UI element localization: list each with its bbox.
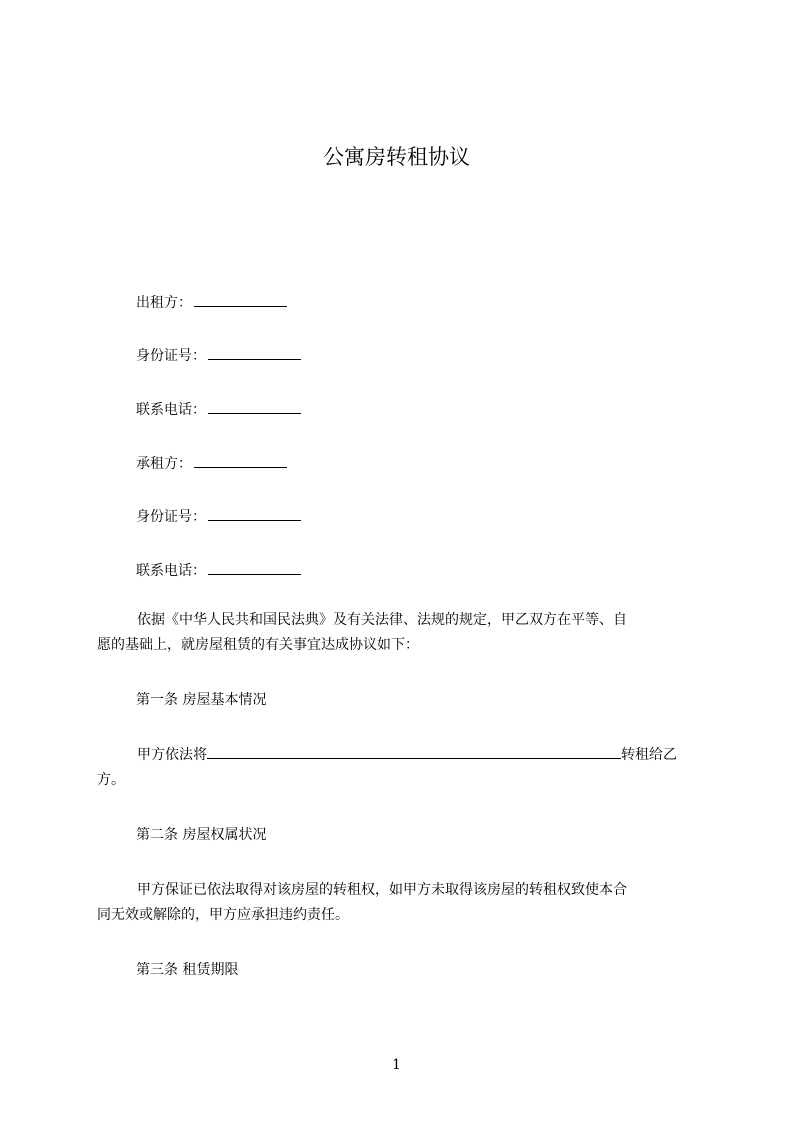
- lessee-phone-label: 联系电话：: [136, 563, 206, 579]
- intro-paragraph: [97, 608, 702, 658]
- lessee-phone-field: [136, 559, 301, 581]
- lessor-blank: [194, 291, 287, 307]
- lessor-field: [136, 291, 287, 313]
- lessor-phone-blank: [208, 398, 301, 414]
- article-2-paragraph: [97, 878, 702, 928]
- lessee-phone-blank: [208, 559, 301, 575]
- lessor-phone-label: 联系电话：: [136, 402, 206, 418]
- page-number: 1: [392, 1057, 401, 1073]
- article-2-line-2: 同无效或解除的，甲方应承担违约责任。: [97, 907, 349, 923]
- property-address-blank: [207, 743, 621, 759]
- lessee-label: 承租方：: [136, 456, 192, 472]
- lessee-blank: [194, 452, 287, 468]
- lessor-id-blank: [208, 344, 301, 360]
- article-1-heading: 第一条 房屋基本情况: [136, 692, 267, 708]
- article-1-line-2: 方。: [97, 772, 125, 788]
- article-2-heading: 第二条 房屋权属状况: [136, 827, 267, 843]
- article-3-heading: 第三条 租赁期限: [136, 962, 239, 978]
- article-1-line-1-end: 转租给乙: [621, 747, 677, 763]
- article-1-line-1-start: 甲方依法将: [137, 747, 207, 763]
- lessor-id-field: [136, 344, 301, 366]
- lessee-id-field: [136, 505, 301, 527]
- intro-line-1: 依据《中华人民共和国民法典》及有关法律、法规的规定，甲乙双方在平等、自: [137, 612, 627, 628]
- lessor-label: 出租方：: [136, 295, 192, 311]
- lessee-id-blank: [208, 505, 301, 521]
- article-1-paragraph: [97, 743, 702, 793]
- document-title: 公寓房转租协议: [323, 145, 470, 169]
- intro-line-2: 愿的基础上，就房屋租赁的有关事宜达成协议如下：: [97, 637, 419, 653]
- lessor-id-label: 身份证号：: [136, 348, 206, 364]
- article-1-line-1: [97, 743, 702, 768]
- article-2-line-1: 甲方保证已依法取得对该房屋的转租权，如甲方未取得该房屋的转租权致使本合: [137, 882, 627, 898]
- lessee-field: [136, 452, 287, 474]
- lessor-phone-field: [136, 398, 301, 420]
- lessee-id-label: 身份证号：: [136, 509, 206, 525]
